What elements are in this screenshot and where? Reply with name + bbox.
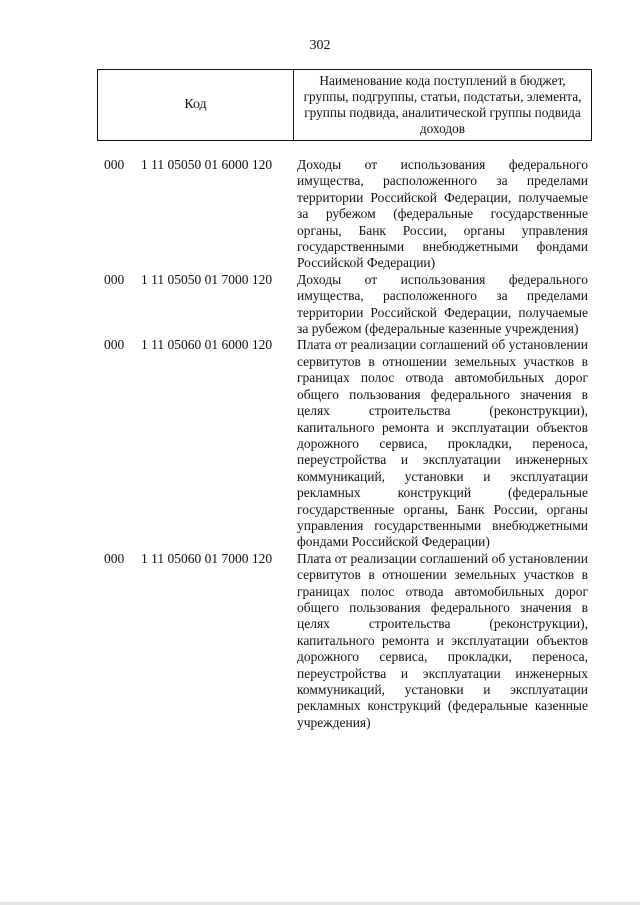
table-row bbox=[0, 551, 640, 731]
row-code: 1 11 05060 01 7000 120 bbox=[141, 550, 273, 566]
row-name: Плата от реализации соглашений об установлении сервитутов в отношении земельных участков в границах полос отвода автомобильных дорог общего пользования федерального значения в целях строительства (реконструкции), капитального ремонта и эксплуатации объектов дорожного сервиса, прокладки, переноса, переустройства и эксплуатации инженерных коммуникаций, установки и эксплуатации рекламных конструкций (федеральные государственные органы, Банк России, органы управления государственными внебюджетными фондами Российской Федерации) bbox=[297, 337, 588, 550]
row-prefix: 000 bbox=[104, 157, 125, 172]
row-prefix: 000 bbox=[104, 337, 125, 353]
row-name: Плата от реализации соглашений об установлении сервитутов в отношении земельных участков в границах полос отвода автомобильных дорог общего пользования федерального значения в целях строительства (реконструкции), капитального ремонта и эксплуатации объектов дорожного сервиса, прокладки, переноса, переустройства и эксплуатации инженерных коммуникаций, установки и эксплуатации рекламных конструкций (федеральные казенные учреждения) bbox=[297, 550, 588, 730]
row-name: Доходы от использования федерального имущества, расположенного за пределами территории Российской Федерации, получаемые за рубежом (федеральные казенные учреждения) bbox=[297, 271, 588, 337]
table-row bbox=[0, 337, 640, 550]
table-body bbox=[0, 157, 640, 731]
row-prefix: 000 bbox=[104, 550, 125, 566]
header-code-cell: Код bbox=[98, 70, 294, 140]
table-row bbox=[0, 157, 640, 272]
header-name-cell: Наименование кода поступлений в бюджет, группы, подгруппы, статьи, подстатьи, элемента, группы подвида, аналитической группы подвида доходов bbox=[303, 73, 582, 136]
table-row bbox=[0, 272, 640, 338]
row-code: 1 11 05060 01 6000 120 bbox=[141, 337, 273, 353]
table-header bbox=[97, 69, 592, 141]
page-number: 302 bbox=[309, 38, 331, 53]
row-code: 1 11 05050 01 7000 120 bbox=[141, 271, 273, 287]
row-name: Доходы от использования федерального имущества, расположенного за пределами территории Российской Федерации, получаемые за рубежом (федеральные государственные органы, Банк России, органы управления государственными внебюджетными фондами Российской Федерации) bbox=[297, 157, 588, 271]
row-prefix: 000 bbox=[104, 271, 125, 287]
row-code: 1 11 05050 01 6000 120 bbox=[141, 157, 273, 172]
